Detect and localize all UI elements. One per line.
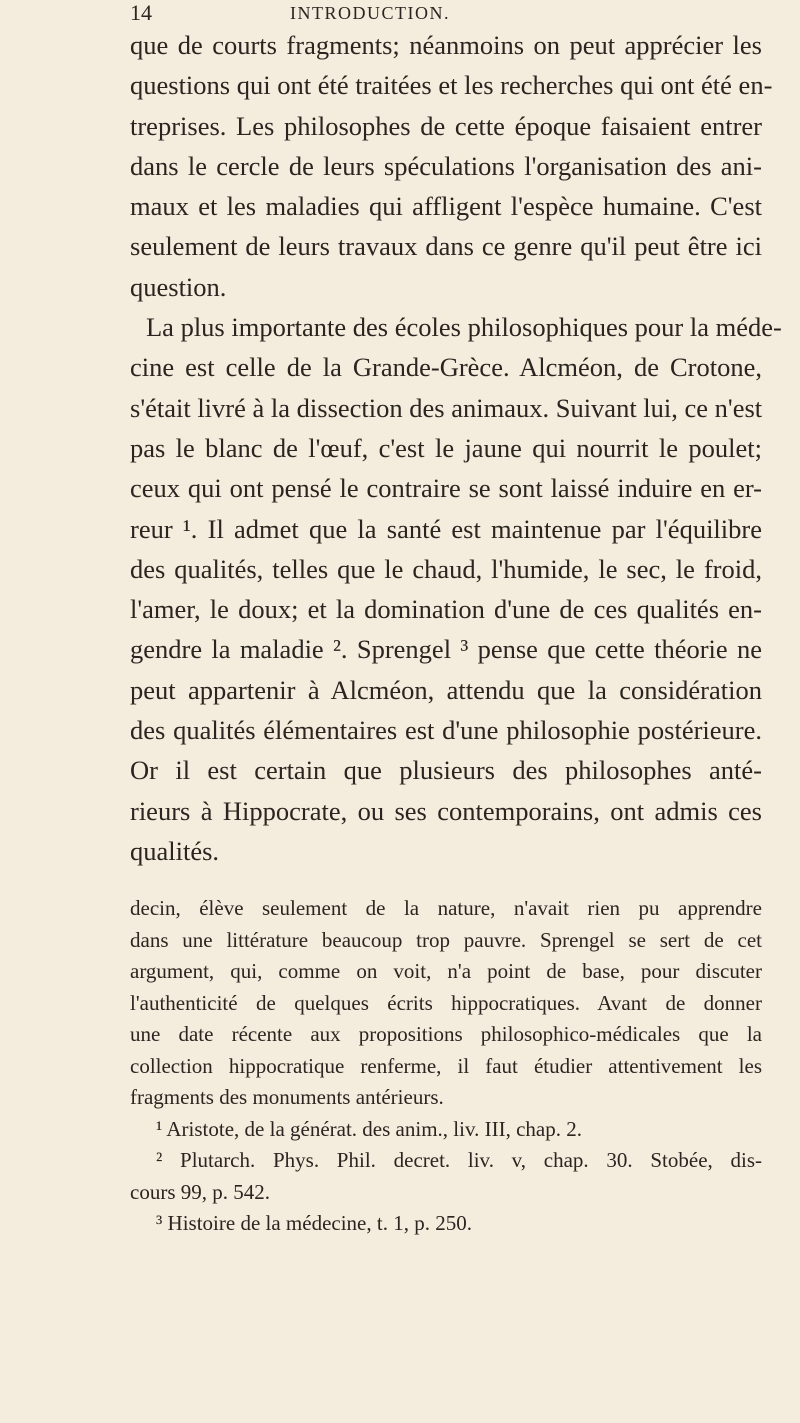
note-line: decin, élève seulement de la nature, n'avait rien pu apprendre [130,896,762,920]
note-line: fragments des monuments antérieurs. [130,1085,444,1109]
note-line: collection hippocratique renferme, il faut étudier attentivement les [130,1053,762,1078]
text-line: peut appartenir à Alcméon, attendu que la considération [130,674,762,705]
footnote-2-continued: cours 99, p. 542. [130,1179,270,1204]
text-line: questions qui ont été traitées et les recherches qui ont été en- [130,70,773,101]
text-line: l'amer, le doux; et la domination d'une de ces qualités en- [130,594,762,625]
text-line: qualités. [130,835,220,866]
running-title: INTRODUCTION. [290,3,450,23]
text-line: rieurs à Hippocrate, ou ses contemporains, ont admis ces [130,795,762,826]
footnote-2: ² Plutarch. Phys. Phil. decret. liv. v, chap. 30. Stobée, dis- [156,1148,762,1172]
page-number: 14 [130,0,152,25]
note-line: une date récente aux propositions philosophico-médicales que la [130,1022,762,1046]
text-line: cine est celle de la Grande-Grèce. Alcméon, de Crotone, [130,352,762,383]
text-line: gendre la maladie ². Sprengel ³ pense que cette théorie ne [130,634,762,665]
note-line: l'authenticité de quelques écrits hippocratiques. Avant de donner [130,990,762,1015]
text-line: dans le cercle de leurs spéculations l'organisation des ani- [130,150,762,181]
text-line: ceux qui ont pensé le contraire se sont laissé induire en er- [130,473,762,504]
text-line: des qualités, telles que le chaud, l'humide, le sec, le froid, [130,553,762,584]
main-text [130,25,782,871]
note-line: dans une littérature beaucoup trop pauvre. Sprengel se sert de cet [130,927,762,952]
text-line: reur ¹. Il admet que la santé est maintenue par l'équilibre [130,513,762,544]
text-line: pas le blanc de l'œuf, c'est le jaune qui nourrit le poulet; [130,432,762,463]
text-line: treprises. Les philosophes de cette époque faisaient entrer [130,110,762,141]
text-line: seulement de leurs travaux dans ce genre qu'il peut être ici [130,231,762,262]
text-line: des qualités élémentaires est d'une philosophie postérieure. [130,715,762,746]
text-line: La plus importante des écoles philosophiques pour la méde- [146,312,782,343]
footnote-1: ¹ Aristote, de la générat. des anim., liv. III, chap. 2. [156,1116,582,1141]
footnote-3: ³ Histoire de la médecine, t. 1, p. 250. [156,1211,472,1235]
page-header [130,0,760,26]
text-line: question. [130,271,227,302]
text-line: Or il est certain que plusieurs des philosophes anté- [130,755,762,786]
text-line: maux et les maladies qui affligent l'espèce humaine. C'est [130,191,762,222]
text-line: s'était livré à la dissection des animaux. Suivant lui, ce n'est [130,392,763,423]
text-line: que de courts fragments; néanmoins on peut apprécier les [130,30,762,60]
footnotes-section [130,893,762,1240]
note-line: argument, qui, comme on voit, n'a point de base, pour discuter [130,959,762,983]
